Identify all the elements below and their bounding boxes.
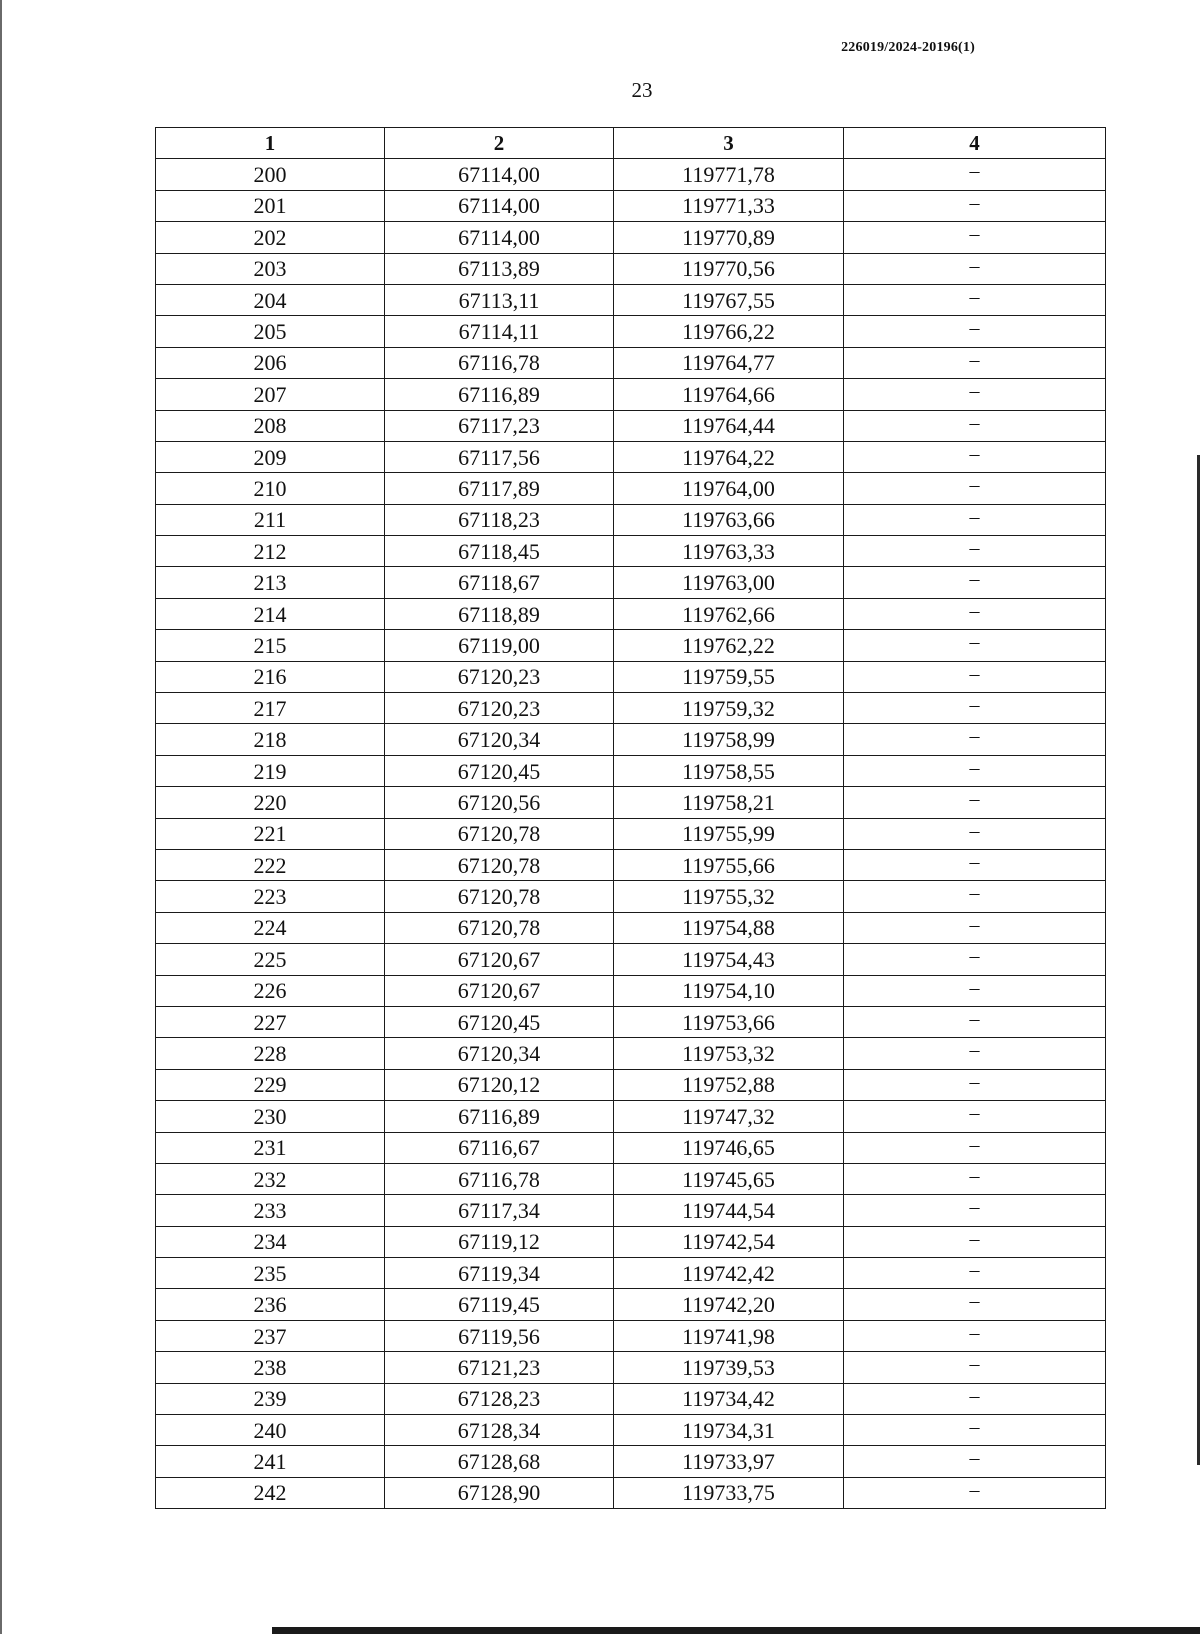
point-number-cell: 201 — [156, 190, 385, 221]
table-row — [156, 1352, 1106, 1383]
y-coordinate-cell: 119755,99 — [614, 818, 844, 849]
table-row — [156, 473, 1106, 504]
note-cell: – — [844, 944, 1106, 975]
point-number-cell: 215 — [156, 630, 385, 661]
point-number-cell: 206 — [156, 347, 385, 378]
note-cell: – — [844, 1195, 1106, 1226]
table-row — [156, 598, 1106, 629]
point-number-cell: 225 — [156, 944, 385, 975]
x-coordinate-cell: 67128,34 — [385, 1415, 614, 1446]
note-cell: – — [844, 379, 1106, 410]
table-row — [156, 347, 1106, 378]
note-cell: – — [844, 1477, 1106, 1508]
note-cell: – — [844, 222, 1106, 253]
note-cell: – — [844, 410, 1106, 441]
table-row — [156, 1226, 1106, 1257]
y-coordinate-cell: 119763,33 — [614, 536, 844, 567]
y-coordinate-cell: 119770,56 — [614, 253, 844, 284]
x-coordinate-cell: 67119,45 — [385, 1289, 614, 1320]
y-coordinate-cell: 119746,65 — [614, 1132, 844, 1163]
y-coordinate-cell: 119742,42 — [614, 1258, 844, 1289]
point-number-cell: 241 — [156, 1446, 385, 1477]
table-header-row — [156, 128, 1106, 159]
point-number-cell: 217 — [156, 693, 385, 724]
table-row — [156, 1006, 1106, 1037]
point-number-cell: 224 — [156, 912, 385, 943]
point-number-cell: 203 — [156, 253, 385, 284]
x-coordinate-cell: 67120,78 — [385, 849, 614, 880]
table-row — [156, 1383, 1106, 1414]
table-row — [156, 253, 1106, 284]
note-cell: – — [844, 190, 1106, 221]
y-coordinate-cell: 119758,99 — [614, 724, 844, 755]
table-body — [156, 159, 1106, 1509]
table-row — [156, 818, 1106, 849]
x-coordinate-cell: 67118,45 — [385, 536, 614, 567]
y-coordinate-cell: 119733,75 — [614, 1477, 844, 1508]
point-number-cell: 236 — [156, 1289, 385, 1320]
table-row — [156, 1258, 1106, 1289]
note-cell: – — [844, 473, 1106, 504]
note-cell: – — [844, 881, 1106, 912]
note-cell: – — [844, 693, 1106, 724]
y-coordinate-cell: 119764,00 — [614, 473, 844, 504]
note-cell: – — [844, 1320, 1106, 1351]
x-coordinate-cell: 67114,00 — [385, 159, 614, 190]
x-coordinate-cell: 67119,00 — [385, 630, 614, 661]
note-cell: – — [844, 1226, 1106, 1257]
point-number-cell: 221 — [156, 818, 385, 849]
note-cell: – — [844, 630, 1106, 661]
note-cell: – — [844, 316, 1106, 347]
note-cell: – — [844, 536, 1106, 567]
note-cell: – — [844, 912, 1106, 943]
table-row — [156, 1320, 1106, 1351]
note-cell: – — [844, 724, 1106, 755]
note-cell: – — [844, 1163, 1106, 1194]
x-coordinate-cell: 67120,23 — [385, 693, 614, 724]
note-cell: – — [844, 1006, 1106, 1037]
y-coordinate-cell: 119745,65 — [614, 1163, 844, 1194]
point-number-cell: 238 — [156, 1352, 385, 1383]
note-cell: – — [844, 1289, 1106, 1320]
x-coordinate-cell: 67116,78 — [385, 1163, 614, 1194]
x-coordinate-cell: 67113,11 — [385, 284, 614, 315]
y-coordinate-cell: 119764,44 — [614, 410, 844, 441]
x-coordinate-cell: 67128,90 — [385, 1477, 614, 1508]
table-row — [156, 504, 1106, 535]
y-coordinate-cell: 119734,42 — [614, 1383, 844, 1414]
x-coordinate-cell: 67116,89 — [385, 1101, 614, 1132]
x-coordinate-cell: 67120,34 — [385, 1038, 614, 1069]
point-number-cell: 204 — [156, 284, 385, 315]
y-coordinate-cell: 119741,98 — [614, 1320, 844, 1351]
point-number-cell: 214 — [156, 598, 385, 629]
x-coordinate-cell: 67120,78 — [385, 818, 614, 849]
x-coordinate-cell: 67119,12 — [385, 1226, 614, 1257]
note-cell: – — [844, 1101, 1106, 1132]
note-cell: – — [844, 504, 1106, 535]
y-coordinate-cell: 119759,32 — [614, 693, 844, 724]
coordinates-table — [155, 127, 1106, 1509]
x-coordinate-cell: 67117,23 — [385, 410, 614, 441]
x-coordinate-cell: 67117,89 — [385, 473, 614, 504]
table-row — [156, 724, 1106, 755]
table-row — [156, 284, 1106, 315]
y-coordinate-cell: 119766,22 — [614, 316, 844, 347]
column-header: 2 — [385, 128, 614, 159]
table-row — [156, 410, 1106, 441]
y-coordinate-cell: 119755,32 — [614, 881, 844, 912]
table-row — [156, 661, 1106, 692]
point-number-cell: 210 — [156, 473, 385, 504]
note-cell: – — [844, 661, 1106, 692]
x-coordinate-cell: 67128,23 — [385, 1383, 614, 1414]
note-cell: – — [844, 755, 1106, 786]
table-row — [156, 379, 1106, 410]
table-row — [156, 1101, 1106, 1132]
note-cell: – — [844, 1383, 1106, 1414]
y-coordinate-cell: 119754,10 — [614, 975, 844, 1006]
table-row — [156, 1477, 1106, 1508]
point-number-cell: 233 — [156, 1195, 385, 1226]
x-coordinate-cell: 67114,00 — [385, 222, 614, 253]
y-coordinate-cell: 119742,54 — [614, 1226, 844, 1257]
note-cell: – — [844, 253, 1106, 284]
x-coordinate-cell: 67114,00 — [385, 190, 614, 221]
column-header: 4 — [844, 128, 1106, 159]
y-coordinate-cell: 119764,66 — [614, 379, 844, 410]
point-number-cell: 231 — [156, 1132, 385, 1163]
point-number-cell: 209 — [156, 441, 385, 472]
scan-left-edge — [0, 0, 2, 1634]
note-cell: – — [844, 1352, 1106, 1383]
table-row — [156, 1069, 1106, 1100]
x-coordinate-cell: 67120,67 — [385, 944, 614, 975]
x-coordinate-cell: 67116,67 — [385, 1132, 614, 1163]
y-coordinate-cell: 119771,33 — [614, 190, 844, 221]
scan-bottom-edge — [272, 1627, 1200, 1634]
note-cell: – — [844, 441, 1106, 472]
point-number-cell: 240 — [156, 1415, 385, 1446]
y-coordinate-cell: 119771,78 — [614, 159, 844, 190]
x-coordinate-cell: 67120,45 — [385, 1006, 614, 1037]
table-row — [156, 1289, 1106, 1320]
point-number-cell: 220 — [156, 787, 385, 818]
x-coordinate-cell: 67113,89 — [385, 253, 614, 284]
point-number-cell: 242 — [156, 1477, 385, 1508]
point-number-cell: 219 — [156, 755, 385, 786]
y-coordinate-cell: 119762,22 — [614, 630, 844, 661]
point-number-cell: 222 — [156, 849, 385, 880]
column-header: 1 — [156, 128, 385, 159]
y-coordinate-cell: 119754,88 — [614, 912, 844, 943]
x-coordinate-cell: 67120,23 — [385, 661, 614, 692]
x-coordinate-cell: 67121,23 — [385, 1352, 614, 1383]
table-row — [156, 1415, 1106, 1446]
table-row — [156, 536, 1106, 567]
note-cell: – — [844, 1258, 1106, 1289]
point-number-cell: 223 — [156, 881, 385, 912]
table-row — [156, 222, 1106, 253]
document-reference-number: 226019/2024-20196(1) — [841, 40, 975, 55]
point-number-cell: 229 — [156, 1069, 385, 1100]
y-coordinate-cell: 119758,21 — [614, 787, 844, 818]
y-coordinate-cell: 119733,97 — [614, 1446, 844, 1477]
table-row — [156, 912, 1106, 943]
x-coordinate-cell: 67116,89 — [385, 379, 614, 410]
y-coordinate-cell: 119758,55 — [614, 755, 844, 786]
y-coordinate-cell: 119754,43 — [614, 944, 844, 975]
x-coordinate-cell: 67120,45 — [385, 755, 614, 786]
note-cell: – — [844, 567, 1106, 598]
x-coordinate-cell: 67117,34 — [385, 1195, 614, 1226]
x-coordinate-cell: 67120,12 — [385, 1069, 614, 1100]
x-coordinate-cell: 67116,78 — [385, 347, 614, 378]
point-number-cell: 239 — [156, 1383, 385, 1414]
x-coordinate-cell: 67119,56 — [385, 1320, 614, 1351]
x-coordinate-cell: 67118,89 — [385, 598, 614, 629]
note-cell: – — [844, 1132, 1106, 1163]
point-number-cell: 213 — [156, 567, 385, 598]
point-number-cell: 234 — [156, 1226, 385, 1257]
y-coordinate-cell: 119764,22 — [614, 441, 844, 472]
y-coordinate-cell: 119747,32 — [614, 1101, 844, 1132]
y-coordinate-cell: 119759,55 — [614, 661, 844, 692]
table-row — [156, 693, 1106, 724]
point-number-cell: 202 — [156, 222, 385, 253]
note-cell: – — [844, 598, 1106, 629]
y-coordinate-cell: 119767,55 — [614, 284, 844, 315]
y-coordinate-cell: 119753,32 — [614, 1038, 844, 1069]
table-row — [156, 316, 1106, 347]
note-cell: – — [844, 1415, 1106, 1446]
table-row — [156, 849, 1106, 880]
x-coordinate-cell: 67120,67 — [385, 975, 614, 1006]
y-coordinate-cell: 119764,77 — [614, 347, 844, 378]
x-coordinate-cell: 67120,78 — [385, 881, 614, 912]
point-number-cell: 200 — [156, 159, 385, 190]
note-cell: – — [844, 1038, 1106, 1069]
point-number-cell: 228 — [156, 1038, 385, 1069]
point-number-cell: 205 — [156, 316, 385, 347]
y-coordinate-cell: 119762,66 — [614, 598, 844, 629]
y-coordinate-cell: 119752,88 — [614, 1069, 844, 1100]
point-number-cell: 208 — [156, 410, 385, 441]
table-row — [156, 1132, 1106, 1163]
page-number: 23 — [631, 78, 653, 102]
point-number-cell: 216 — [156, 661, 385, 692]
point-number-cell: 211 — [156, 504, 385, 535]
table-row — [156, 1446, 1106, 1477]
y-coordinate-cell: 119742,20 — [614, 1289, 844, 1320]
table-row — [156, 441, 1106, 472]
x-coordinate-cell: 67120,34 — [385, 724, 614, 755]
table-row — [156, 630, 1106, 661]
point-number-cell: 237 — [156, 1320, 385, 1351]
table-row — [156, 755, 1106, 786]
note-cell: – — [844, 284, 1106, 315]
note-cell: – — [844, 787, 1106, 818]
table-row — [156, 159, 1106, 190]
table-row — [156, 1038, 1106, 1069]
x-coordinate-cell: 67118,67 — [385, 567, 614, 598]
table-row — [156, 881, 1106, 912]
y-coordinate-cell: 119770,89 — [614, 222, 844, 253]
note-cell: – — [844, 159, 1106, 190]
note-cell: – — [844, 347, 1106, 378]
point-number-cell: 230 — [156, 1101, 385, 1132]
point-number-cell: 235 — [156, 1258, 385, 1289]
x-coordinate-cell: 67114,11 — [385, 316, 614, 347]
point-number-cell: 232 — [156, 1163, 385, 1194]
table-row — [156, 944, 1106, 975]
y-coordinate-cell: 119744,54 — [614, 1195, 844, 1226]
point-number-cell: 227 — [156, 1006, 385, 1037]
point-number-cell: 218 — [156, 724, 385, 755]
y-coordinate-cell: 119739,53 — [614, 1352, 844, 1383]
column-header: 3 — [614, 128, 844, 159]
y-coordinate-cell: 119755,66 — [614, 849, 844, 880]
x-coordinate-cell: 67128,68 — [385, 1446, 614, 1477]
note-cell: – — [844, 849, 1106, 880]
table-row — [156, 190, 1106, 221]
note-cell: – — [844, 818, 1106, 849]
point-number-cell: 207 — [156, 379, 385, 410]
x-coordinate-cell: 67118,23 — [385, 504, 614, 535]
point-number-cell: 212 — [156, 536, 385, 567]
note-cell: – — [844, 975, 1106, 1006]
table-row — [156, 1195, 1106, 1226]
x-coordinate-cell: 67120,56 — [385, 787, 614, 818]
note-cell: – — [844, 1446, 1106, 1477]
table-row — [156, 1163, 1106, 1194]
y-coordinate-cell: 119763,00 — [614, 567, 844, 598]
x-coordinate-cell: 67117,56 — [385, 441, 614, 472]
table-row — [156, 787, 1106, 818]
y-coordinate-cell: 119734,31 — [614, 1415, 844, 1446]
table-row — [156, 567, 1106, 598]
note-cell: – — [844, 1069, 1106, 1100]
point-number-cell: 226 — [156, 975, 385, 1006]
x-coordinate-cell: 67120,78 — [385, 912, 614, 943]
y-coordinate-cell: 119753,66 — [614, 1006, 844, 1037]
table-row — [156, 975, 1106, 1006]
y-coordinate-cell: 119763,66 — [614, 504, 844, 535]
x-coordinate-cell: 67119,34 — [385, 1258, 614, 1289]
